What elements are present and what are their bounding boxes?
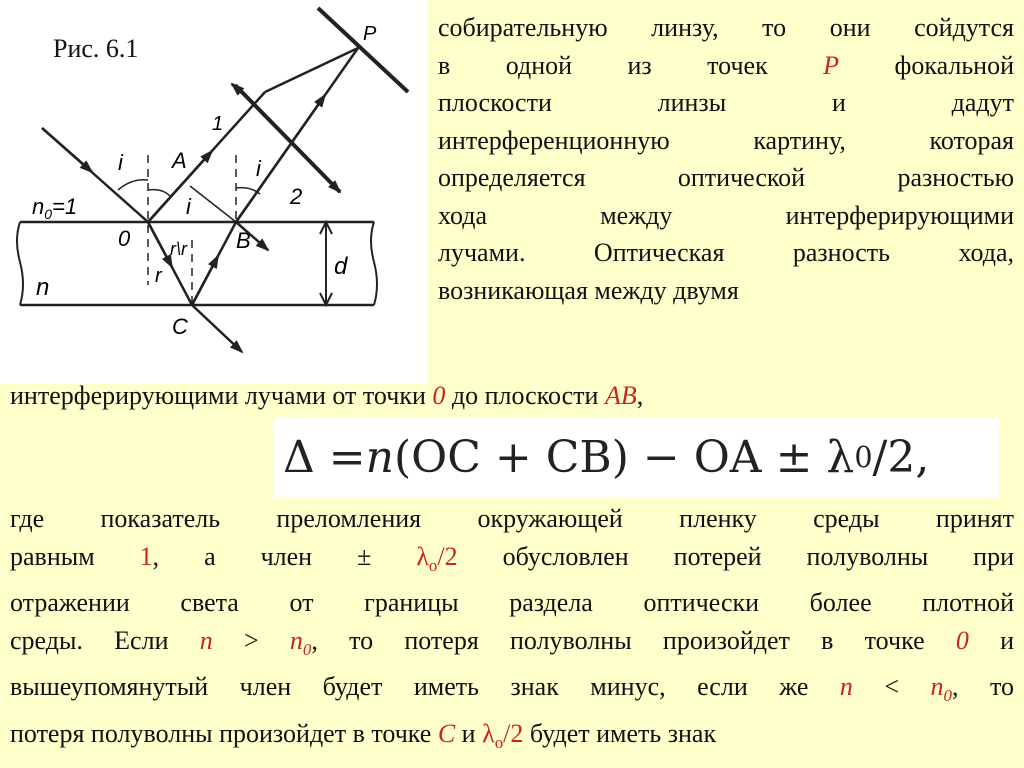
label-angle-i-3: i — [256, 156, 261, 181]
label-r-r: r\r — [170, 239, 187, 259]
focal-plane — [318, 8, 408, 92]
text-line: отражении света от границы раздела оптически более плотной — [10, 588, 1014, 618]
label-o: 0 — [118, 226, 131, 251]
text-bottom — [10, 500, 1014, 762]
text-line: плоскости линзы и дадут — [438, 88, 1014, 117]
text-line: вышеупомянутый член будет иметь знак минус, если же $n < n_0$, то — [10, 672, 1014, 706]
film-boundary — [20, 222, 374, 305]
label-p: P — [363, 23, 377, 45]
label-ray-2: 2 — [290, 184, 303, 209]
text-mid: интерферирующими лучами от точки 0 до плоскости AB, — [10, 381, 644, 410]
formula-delta: Δ = n (OC + CB) − OA ± λ 0 /2, — [273, 417, 999, 497]
figure-6-1 — [0, 0, 428, 384]
label-d: d — [334, 253, 348, 280]
text-top — [438, 9, 1014, 309]
transmitted-ray — [192, 305, 242, 352]
label-n: n — [36, 274, 50, 301]
label-a: A — [172, 148, 187, 173]
text-line: хода между интерферирующими — [438, 200, 1014, 230]
text-line: потеря полуволны произойдет в точке C и $\lambda_o/2$ будет иметь знак — [10, 719, 717, 753]
text-line: собирательную линзу, то они сойдутся — [438, 13, 1014, 42]
text-line: среды. Если $n > n_0$, то потеря полуволны произойдет в точке 0 и — [10, 625, 1015, 659]
figure-caption: Рис. 6.1 — [53, 34, 139, 63]
label-ray-1: 1 — [212, 113, 224, 135]
text-line: лучами. Оптическая разность хода, — [438, 238, 1014, 267]
text-line: равным 1, а член ± $\lambda_o/2$ обусловлен потерей полуволны при — [10, 541, 1015, 575]
text-line: возникающая между двумя — [438, 275, 739, 305]
label-n0: $n_0=1$ — [32, 194, 78, 222]
label-angle-i: i — [118, 150, 123, 175]
text-line: определяется оптической разностью — [438, 163, 1014, 192]
text-line: в одной из точек P фокальной — [438, 50, 1015, 80]
text-line: интерференционную картину, которая — [438, 125, 1014, 155]
label-angle-i-2: i — [186, 194, 191, 219]
label-r: r — [155, 265, 162, 287]
text-line: где показатель преломления окружающей пленку среды принят — [10, 504, 1014, 533]
label-b: B — [236, 228, 251, 253]
label-c: C — [172, 314, 188, 339]
